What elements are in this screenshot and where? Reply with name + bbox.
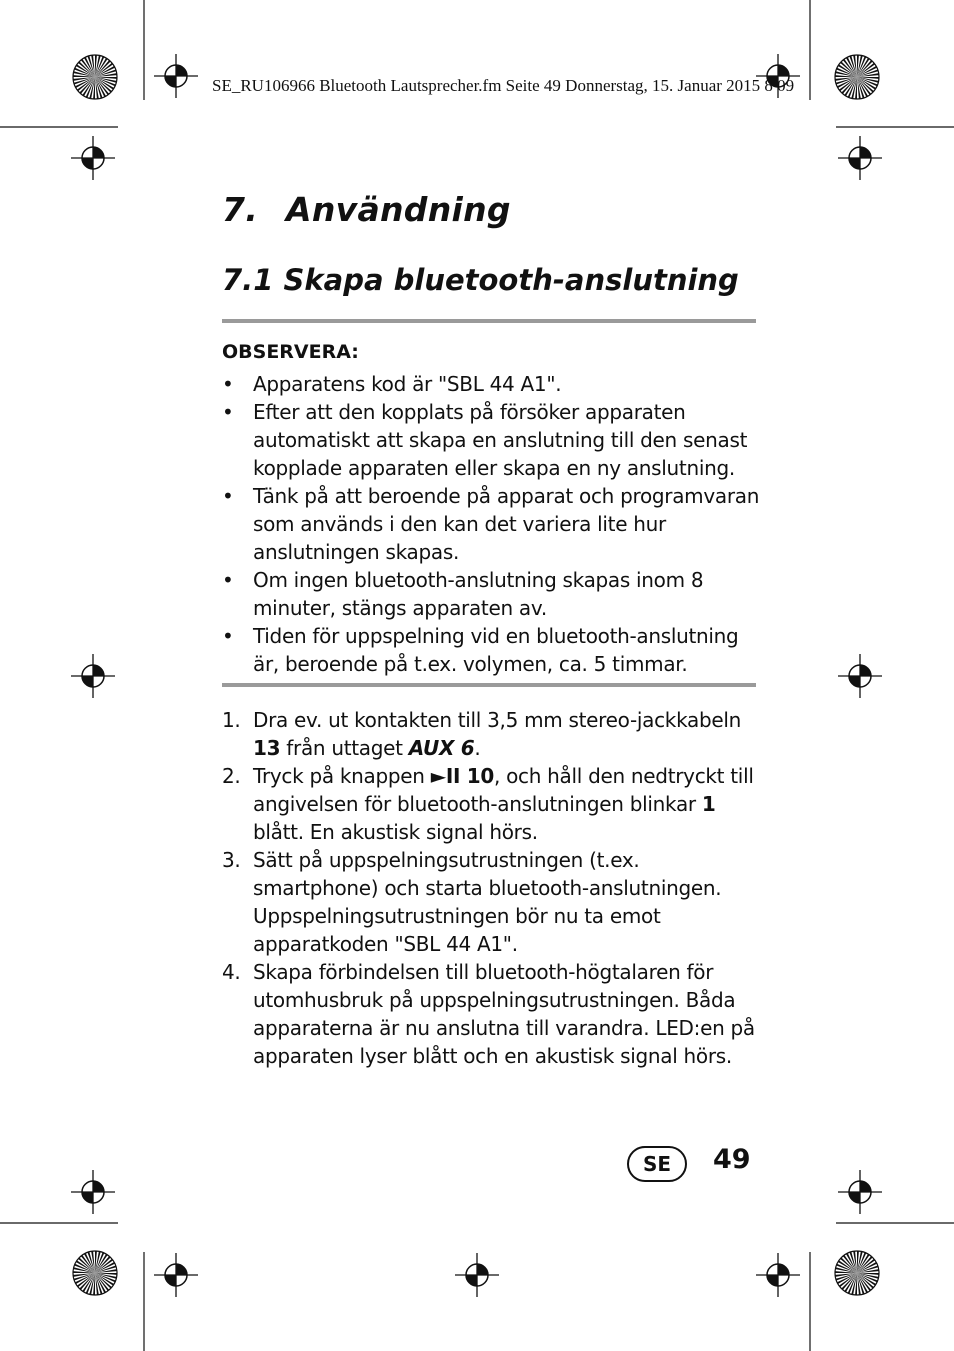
list-item (222, 398, 767, 482)
bullet-text: Tänk på att beroende på apparat och programvaran som används i den kan det variera lite hur anslutningen skapas. (253, 484, 760, 564)
list-item (222, 622, 767, 678)
section-title: Användning (286, 190, 511, 229)
step-number: 4. (222, 960, 241, 984)
registration-crosshair-icon (154, 1253, 198, 1297)
bullet-icon: • (222, 400, 234, 424)
list-item (222, 482, 767, 566)
radial-registration-target-icon (73, 1251, 117, 1295)
registration-crosshair-icon (71, 1170, 115, 1214)
step-number: 3. (222, 848, 241, 872)
section-number: 7. (222, 190, 259, 229)
step-text: , och håll den nedtryckt till angivelsen för bluetooth-anslutningen blinkar (253, 764, 754, 816)
socket-reference: AUX 6 (408, 736, 475, 760)
print-header-line: SE_RU106966 Bluetooth Lautsprecher.fm Seite 49 Donnerstag, 15. Januar 2015 8 09 (212, 76, 795, 95)
play-pause-button-reference: ►II 10 (430, 764, 494, 788)
note-bullet-list (222, 370, 767, 678)
note-bottom-divider (222, 683, 756, 687)
note-title: OBSERVERA: (222, 341, 359, 363)
step-item (222, 762, 767, 846)
step-text: från uttaget (280, 736, 409, 760)
registration-crosshair-icon (838, 136, 882, 180)
bullet-text: Om ingen bluetooth-anslutning skapas inom 8 minuter, stängs apparaten av. (253, 568, 704, 620)
bullet-text: Efter att den kopplats på försöker apparaten automatiskt att skapa en anslutning till den senast kopplade apparaten eller skapa en ny anslutning. (253, 400, 748, 480)
step-text: Dra ev. ut kontakten till 3,5 mm stereo-jackkabeln (253, 708, 741, 732)
step-item (222, 846, 767, 958)
step-number: 2. (222, 764, 241, 788)
bullet-text: Apparatens kod är "SBL 44 A1". (253, 372, 562, 396)
page-number: 49 (713, 1144, 751, 1175)
list-item (222, 566, 767, 622)
bullet-icon: • (222, 484, 234, 508)
radial-registration-target-icon (835, 1251, 879, 1295)
registration-crosshair-icon (71, 136, 115, 180)
list-item (222, 370, 767, 398)
step-text: Skapa förbindelsen till bluetooth-högtalaren för utomhusbruk på uppspelningsutrustningen. Båda apparaterna är nu anslutna till varandra. LED:en på apparaten lyser blått och en akustisk signal hörs. (253, 960, 755, 1068)
note-top-divider (222, 319, 756, 323)
step-text: Tryck på knappen (253, 764, 431, 788)
language-code: SE (642, 1152, 672, 1176)
registration-crosshair-icon (756, 1253, 800, 1297)
radial-registration-target-icon (835, 55, 879, 99)
step-text: Sätt på uppspelningsutrustningen (t.ex. smartphone) och starta bluetooth-anslutningen. Uppspelningsutrustningen bör nu ta emot apparatkoden "SBL 44 A1". (253, 848, 722, 956)
bullet-icon: • (222, 372, 234, 396)
registration-crosshair-icon (838, 654, 882, 698)
registration-crosshair-icon (455, 1253, 499, 1297)
bullet-text: Tiden för uppspelning vid en bluetooth-anslutning är, beroende på t.ex. volymen, ca. 5 timmar. (253, 624, 739, 676)
step-text: . (474, 736, 481, 760)
instruction-steps (222, 706, 767, 1070)
step-item (222, 706, 767, 762)
registration-crosshair-icon (838, 1170, 882, 1214)
step-item (222, 958, 767, 1070)
bullet-icon: • (222, 624, 234, 648)
registration-crosshair-icon (154, 54, 198, 98)
registration-crosshair-icon (71, 654, 115, 698)
step-number: 1. (222, 708, 241, 732)
part-reference: 13 (253, 736, 281, 760)
step-text: blått. En akustisk signal hörs. (253, 820, 538, 844)
subsection-heading: 7.1 Skapa bluetooth-anslutning (222, 263, 739, 297)
language-badge (627, 1146, 687, 1182)
radial-registration-target-icon (73, 55, 117, 99)
bullet-icon: • (222, 568, 234, 592)
section-heading (222, 190, 511, 229)
indicator-reference: 1 (701, 792, 716, 816)
